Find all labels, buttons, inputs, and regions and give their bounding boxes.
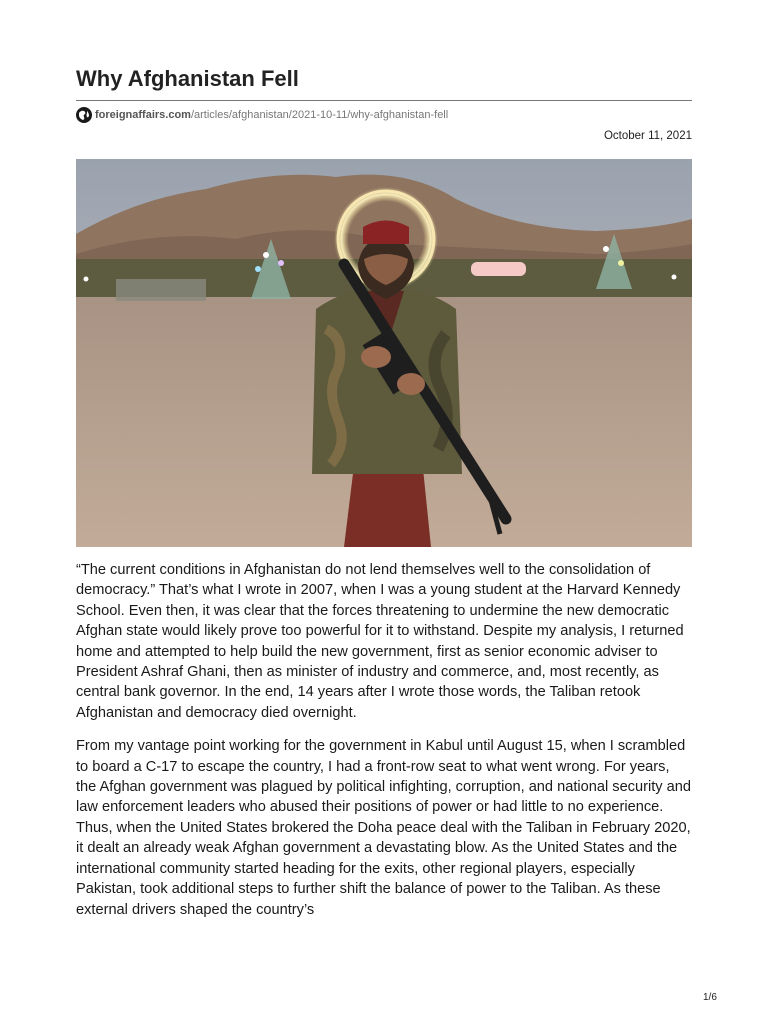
globe-icon	[76, 107, 92, 123]
page-number: 1/6	[703, 992, 717, 1003]
title-divider	[76, 100, 692, 101]
photo-illustration	[76, 159, 692, 547]
source-path[interactable]: /articles/afghanistan/2021-10-11/why-afghanistan-fell	[190, 109, 449, 121]
source-domain[interactable]: foreignaffairs.com	[95, 109, 191, 121]
article-paragraph: “The current conditions in Afghanistan do not lend themselves well to the consolidation of democracy.” That’s what I wrote in 2007, when I was a young student at the Harvard Kennedy School. Even then, it was clear that the forces threatening to undermine the new democratic Afghan state would likely prove too powerful for it to withstand. Despite my analysis, I returned home and attempted to help build the new government, first as senior economic adviser to President Ashraf Ghani, then as minister of industry and commerce, and, most recently, as central bank governor. In the end, 14 years after I wrote those words, the Taliban retook Afghanistan and democracy died overnight.	[76, 562, 684, 721]
article-body	[76, 560, 692, 933]
article-paragraph: From my vantage point working for the government in Kabul until August 15, when I scrambled to board a C-17 to escape the country, I had a front-row seat to what went wrong. For years, the Afghan government was plagued by political infighting, corruption, and national security and law enforcement leaders who abused their positions of power or had little to no experience. Thus, when the United States brokered the Doha peace deal with the Taliban in February 2020, it dealt an already weak Afghan government a devastating blow. As the United States and the international community started heading for the exits, other regional players, especially Pakistan, took additional steps to further shift the balance of power to the Taliban. As these external drivers shaped the country’s	[76, 738, 691, 918]
source-link[interactable]	[76, 106, 448, 124]
publication-date: October 11, 2021	[603, 130, 692, 142]
article-photo	[76, 159, 692, 547]
article-title: Why Afghanistan Fell	[76, 66, 299, 91]
